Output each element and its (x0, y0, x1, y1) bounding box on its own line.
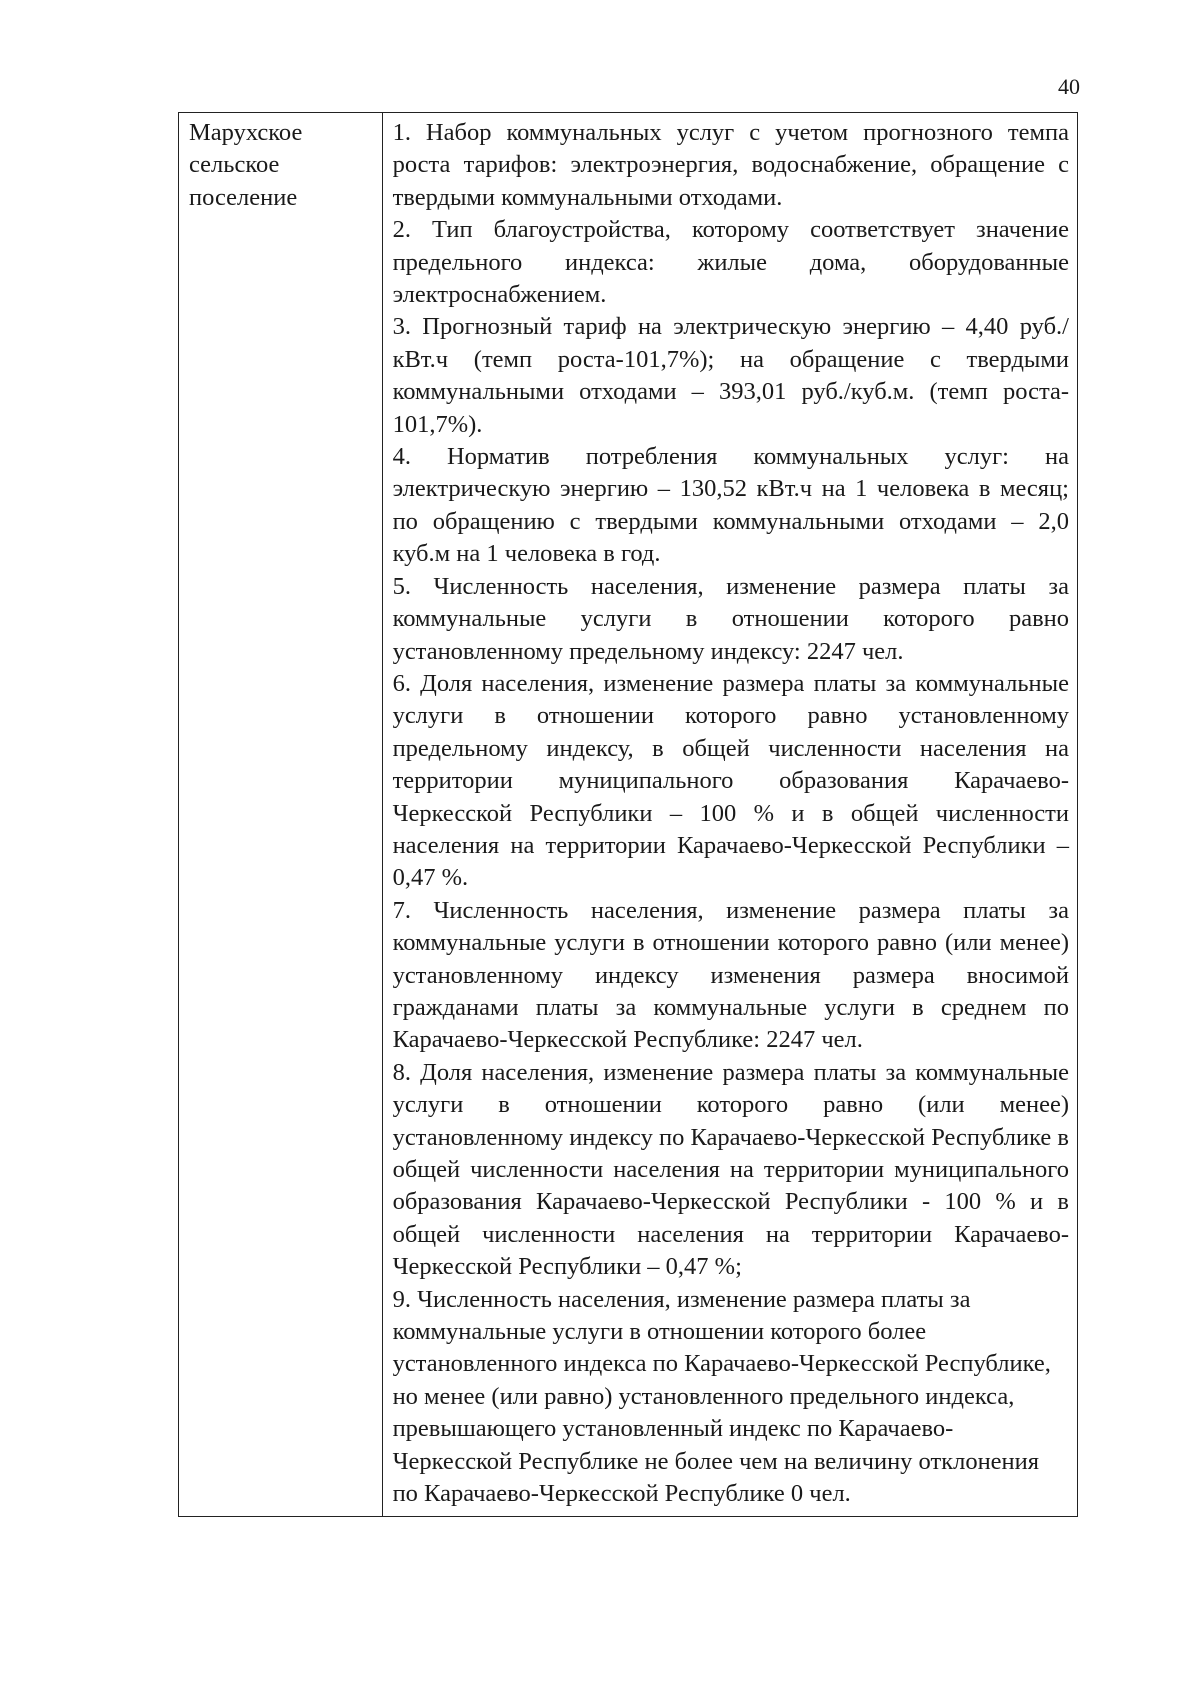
paragraph-1: 1. Набор коммунальных услуг с учетом прогнозного темпа роста тарифов: электроэнергия, водоснабжение, обращение с твердыми коммунальными отходами. (392, 119, 1069, 211)
paragraph-6: 6. Доля населения, изменение размера платы за коммунальные услуги в отношении которого равно установленному предельному индексу, в общей численности населения на территории муниципального образования Карачаево-Черкесской Республики – 100 % и в общей численности населения на территории Карачаево-Черкесской Республики – 0,47 %. (392, 669, 1069, 892)
settlement-tariff-table (178, 112, 1078, 1517)
paragraph-5: 5. Численность населения, изменение размера платы за коммунальные услуги в отношении которого равно установленному предельному индексу: 2247 чел. (392, 572, 1069, 665)
description-cell (382, 113, 1077, 1517)
paragraph-4: 4. Норматив потребления коммунальных услуг: на электрическую энергию – 130,52 кВт.ч на 1 человека в месяц; по обращению с твердыми коммунальными отходами – 2,0 куб.м на 1 человека в год. (392, 443, 1069, 568)
paragraph-2: 2. Тип благоустройства, которому соответствует значение предельного индекса: жилые дома, оборудованные электроснабжением. (392, 216, 1069, 309)
page-number: 40 (1058, 74, 1080, 99)
settlement-name-cell: Марухское сельское поселение (179, 113, 383, 1517)
paragraph-7: 7. Численность населения, изменение размера платы за коммунальные услуги в отношении которого равно (или менее) установленному индексу изменения размера вносимой гражданами платы за коммунальные услуги в среднем по Карачаево-Черкесской Республике: 2247 чел. (392, 896, 1069, 1054)
paragraph-3: 3. Прогнозный тариф на электрическую энергию – 4,40 руб./кВт.ч (темп роста-101,7%); на обращение с твердыми коммунальными отходами – 393,01 руб./куб.м. (темп роста- 101,7%). (392, 313, 1069, 438)
paragraph-8: 8. Доля населения, изменение размера платы за коммунальные услуги в отношении которого равно (или менее) установленному индексу по Карачаево-Черкесской Республике в общей численности населения на территории муниципального образования Карачаево-Черкесской Республики - 100 % и в общей численности населения на территории Карачаево-Черкесской Республики – 0,47 %; (392, 1058, 1069, 1281)
table-row (179, 113, 1078, 1517)
paragraph-9: 9. Численность населения, изменение размера платы за коммунальные услуги в отношении которого более установленного индекса по Карачаево-Черкесской Республике, но менее (или равно) установленного предельного индекса, превышающего установленный индекс по Карачаево-Черкесской Республике не более чем на величину отклонения по Карачаево-Черкесской Республике 0 чел. (392, 1285, 1051, 1508)
